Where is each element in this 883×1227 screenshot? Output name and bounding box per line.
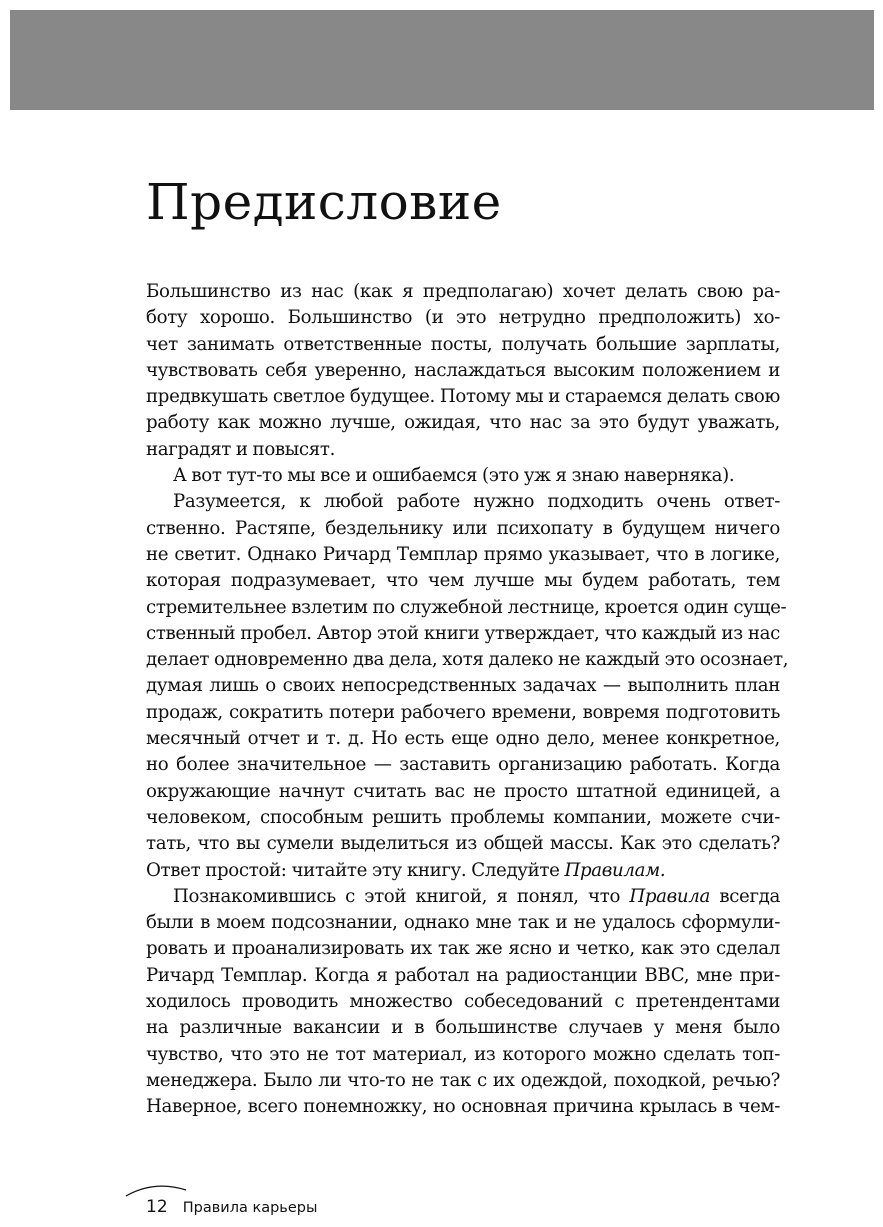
text-line: ходилось проводить множество собеседований с претендентами	[146, 991, 780, 1013]
text-line: но более значительное — заставить организацию работать. Когда	[146, 754, 780, 776]
page-number: 12	[146, 1197, 168, 1217]
text-line: чувствовать себя уверенно, наслаждаться высоким положением и	[146, 359, 780, 381]
text-run: всегда	[710, 885, 780, 907]
text-line: тать, что вы сумели выделиться из общей массы. Как это сделать?	[146, 833, 780, 855]
text-line: которая подразумевает, что чем лучше мы будем работать, тем	[146, 570, 780, 592]
text-line: делает одновременно два дела, хотя далеко не каждый это осознает,	[146, 649, 789, 671]
text-line: ственно. Растяпе, бездельнику или психопату в будущем ничего	[146, 517, 780, 539]
text-line	[146, 884, 780, 910]
text-line	[146, 858, 780, 884]
text-line: Ричард Темплар. Когда я работал на радиостанции BBC, мне при-	[146, 964, 780, 986]
text-run: Познакомившись с этой книгой, я понял, что	[173, 885, 630, 907]
text-line: стремительнее взлетим по служебной лестнице, кроется один суще-	[146, 596, 787, 618]
text-line: чувство, что это не тот материал, из которого можно сделать топ-	[146, 1043, 780, 1065]
text-line: продаж, сократить потери рабочего времени, вовремя подготовить	[146, 701, 780, 723]
text-line: предвкушать светлое будущее. Потому мы и стараемся делать свою	[146, 386, 780, 408]
text-line: человеком, способным решить проблемы компании, можете счи-	[146, 806, 780, 828]
text-line: месячный отчет и т. д. Но есть еще одно дело, менее конкретное,	[146, 728, 780, 750]
text-line: Разумеется, к любой работе нужно подходить очень ответ-	[173, 491, 780, 513]
text-line: Большинство из нас (как я предполагаю) хочет делать свою ра-	[146, 281, 780, 302]
emphasis-text: Правилам.	[564, 859, 666, 881]
text-line: менеджера. Было ли что-то не так с их одеждой, походкой, речью?	[146, 1069, 780, 1091]
text-line: окружающие начнут считать вас не просто штатной единицей, а	[146, 780, 780, 802]
text-run: Ответ простой: читайте эту книгу. Следуйте	[146, 859, 565, 881]
text-line: думая лишь о своих непосредственных задачах — выполнить план	[146, 675, 780, 697]
running-title: Правила карьеры	[182, 1200, 318, 1216]
text-line: работу как можно лучше, ожидая, что нас за это будут уважать,	[146, 412, 780, 434]
text-line: А вот тут-то мы все и ошибаемся (это уж я знаю наверняка).	[173, 465, 735, 487]
text-line: чет занимать ответственные посты, получать большие зарплаты,	[146, 333, 780, 355]
text-line: на различные вакансии и в большинстве случаев у меня было	[146, 1017, 780, 1039]
text-line: были в моем подсознании, однако мне так и не удалось сформули-	[146, 912, 780, 934]
header-band	[10, 10, 874, 110]
text-line: Наверное, всего понемножку, но основная причина крылась в чем-	[146, 1096, 780, 1118]
text-line: не светит. Однако Ричард Темплар прямо указывает, что в логике,	[146, 543, 780, 565]
chapter-title: Предисловие	[146, 173, 502, 231]
text-line: боту хорошо. Большинство (и это нетрудно предположить) хо-	[146, 307, 780, 329]
body-text	[146, 279, 789, 1121]
text-line: наградят и повысят.	[146, 438, 336, 460]
text-line: ственный пробел. Автор этой книги утверждает, что каждый из нас	[146, 622, 780, 644]
text-line: ровать и проанализировать их так же ясно и четко, как это сделал	[146, 938, 780, 960]
emphasis-text: Правила	[629, 885, 710, 907]
page-footer	[146, 1195, 317, 1219]
